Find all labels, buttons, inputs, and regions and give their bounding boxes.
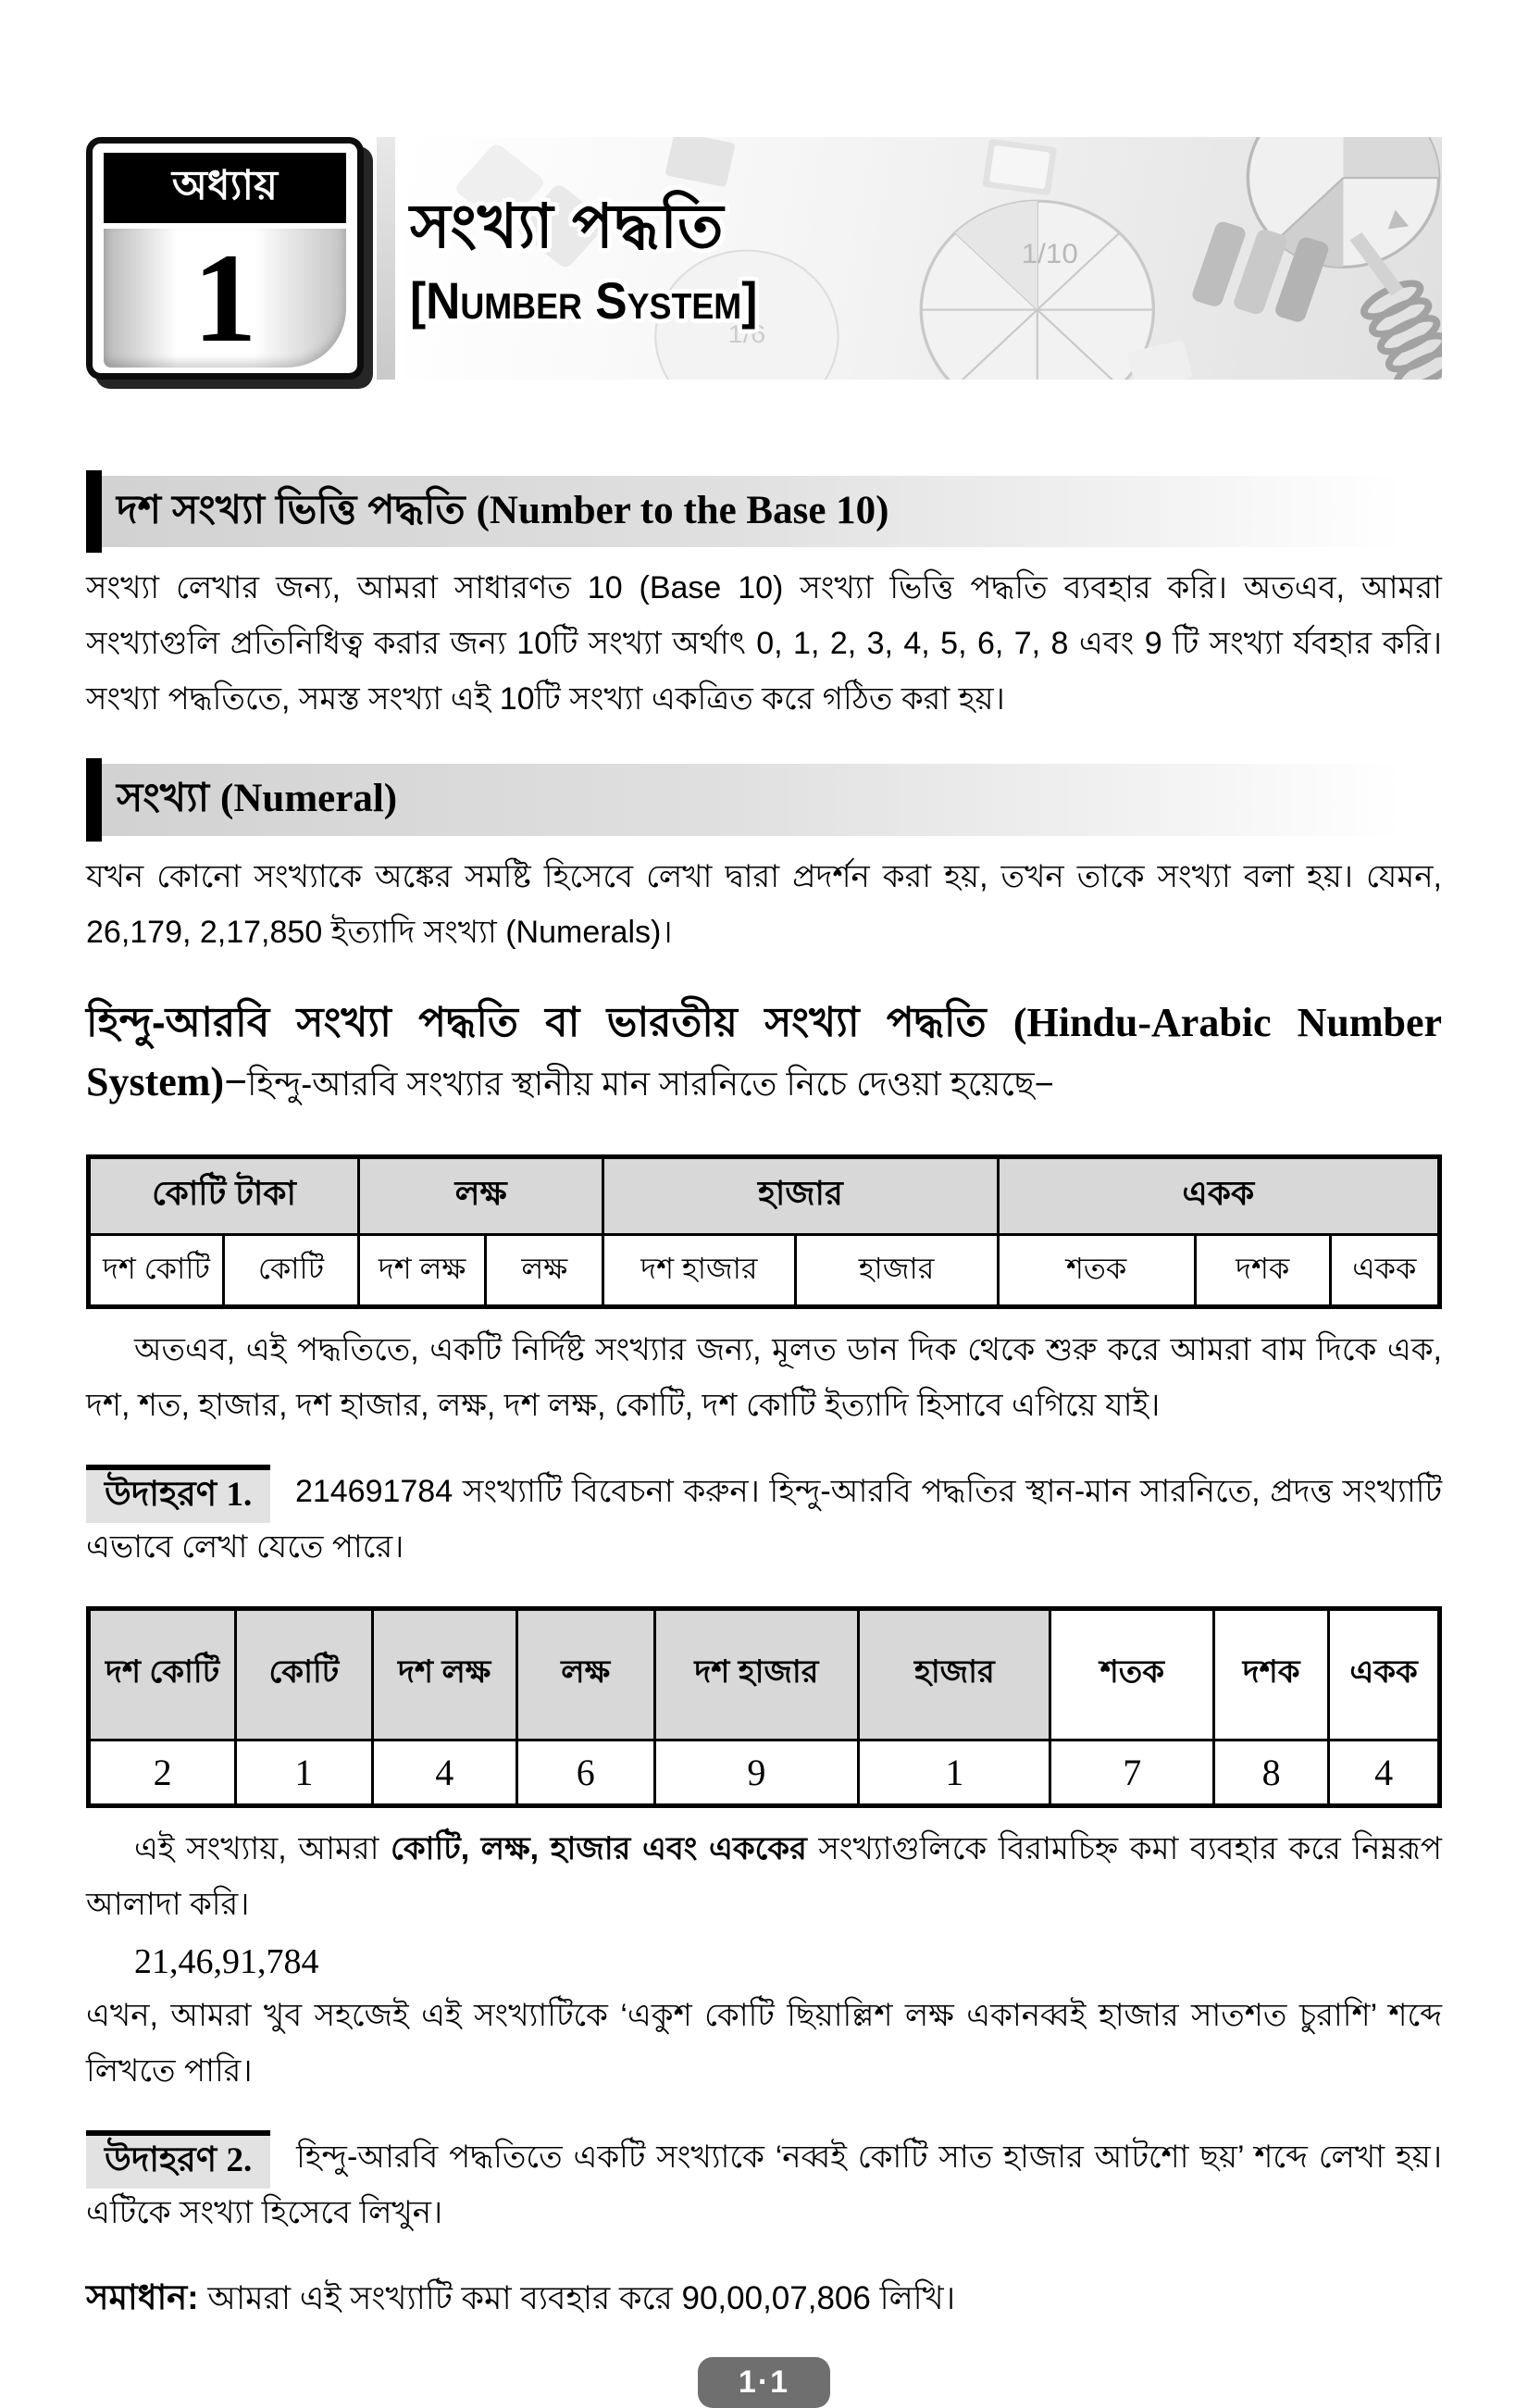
place-header: দশ কোটি [89, 1608, 236, 1740]
para-post: সংখ্যাগুলিকে বিরামচিহ্ন কমা ব্যবহার করে নিম্নরূপ আলাদা করি। [86, 1830, 1443, 1922]
heading-numeral-bn: সংখ্যা [117, 776, 221, 821]
page-footer [86, 2357, 1442, 2408]
place-value-group-table [86, 1154, 1442, 1309]
place-cell: কোটি [224, 1234, 359, 1306]
table-row-places [89, 1234, 1440, 1306]
solution-label: সমাধান: [86, 2278, 199, 2317]
para-bold: কোটি, লক্ষ, হাজার এবং এককের [391, 1830, 819, 1866]
section-heading-base10 [86, 476, 1442, 547]
example-label: উদাহরণ [105, 2140, 217, 2178]
digit-cell: 8 [1214, 1740, 1329, 1805]
digit-cell: 6 [516, 1740, 654, 1805]
solution-line [86, 2272, 1442, 2325]
example-2-text: হিন্দু-আরবি পদ্ধতিতে একটি সংখ্যাকে ‘নব্বই কোটি সাত হাজার আটশো ছয়’ শব্দে লেখা হয়। এটিকে সংখ্যা হিসেবে লিখুন। [86, 2139, 1442, 2231]
place-header: হাজার [859, 1608, 1050, 1740]
group-ones: একক [998, 1156, 1439, 1234]
para-base10: সংখ্যা লেখার জন্য, আমরা সাধারণত 10 (Base 10) সংখ্যা ভিত্তি পদ্ধতি ব্যবহার করি। অতএব, আমরা সংখ্যাগুলি প্রতিনিধিত্ব করার জন্য 10টি সংখ্যা অর্থাৎ 0, 1, 2, 3, 4, 5, 6, 7, 8 এবং 9 টি সংখ্যা র্যবহার করি। সংখ্যা পদ্ধতিতে, সমস্ত সংখ্যা এই 10টি সংখ্যা একত্রিত করে গঠিত করা হয়। [86, 570, 1442, 717]
banner-art [404, 137, 1442, 380]
place-header: শতক [1050, 1608, 1214, 1740]
digit-cell: 9 [654, 1740, 858, 1805]
heading-hindu-arabic-en: (Hindu-Arabic Number System)− [86, 999, 1443, 1104]
place-header: লক্ষ [516, 1608, 654, 1740]
chapter-title-en: [Number System] [410, 271, 758, 331]
chapter-label: অধ্যায় [104, 153, 346, 223]
chapter-title-bn: সংখ্যা পদ্ধতি [410, 192, 725, 260]
example-label: উদাহরণ [105, 1474, 217, 1513]
example-number: 2. [226, 2140, 253, 2179]
digit-cell: 7 [1050, 1740, 1214, 1805]
place-cell: শতক [998, 1234, 1195, 1306]
table-row-digits [89, 1740, 1440, 1805]
place-header: দশ হাজার [654, 1608, 858, 1740]
place-cell: একক [1330, 1234, 1439, 1306]
group-thousand: হাজার [603, 1156, 998, 1234]
example-1-text: 214691784 সংখ্যাটি বিবেচনা করুন। হিন্দু-আরবি পদ্ধতির স্থান-মান সারনিতে, প্রদত্ত সংখ্যাটি এভাবে লেখা যেতে পারে। [86, 1473, 1442, 1565]
fraction-label-big: 1/10 [1021, 239, 1078, 270]
group-crore: কোটি টাকা [89, 1156, 359, 1234]
heading-numeral-en: (Numeral) [220, 777, 398, 821]
place-cell: দশ কোটি [89, 1234, 224, 1306]
digit-place-table [86, 1606, 1442, 1808]
example-1 [86, 1461, 1442, 1575]
para-numeral: যখন কোনো সংখ্যাকে অঙ্কের সমষ্টি হিসেবে লেখা দ্বারা প্রদর্শন করা হয়, তখন তাকে সংখ্যা বলা হয়। যেমন, 26,179, 2,17,850 ইত্যাদি সংখ্যা (Numerals)। [86, 858, 1442, 950]
page-number-badge: 1·1 [698, 2357, 830, 2408]
table-row-places [89, 1608, 1440, 1740]
heading-hindu-arabic-bn: হিন্দু-আরবি সংখ্যা পদ্ধতি বা ভারতীয় সংখ্যা পদ্ধতি [86, 999, 1013, 1045]
digit-cell: 2 [89, 1740, 236, 1805]
place-cell: দশক [1195, 1234, 1330, 1306]
para-hindu-arabic: অতএব, এই পদ্ধতিতে, একটি নির্দিষ্ট সংখ্যার জন্য, মূলত ডান দিক থেকে শুরু করে আমরা বাম দিকে এক, দশ, শত, হাজার, দশ হাজার, লক্ষ, দশ লক্ষ, কোটি, দশ কোটি ইত্যাদি হিসাবে এগিয়ে যাই। [86, 1331, 1442, 1423]
place-header: একক [1329, 1608, 1440, 1740]
group-lakh: লক্ষ [359, 1156, 603, 1234]
chapter-number-box [86, 137, 364, 380]
fraction-label-small: 1/6 [727, 319, 766, 348]
heading-hindu-arabic-tail: হিন্দু-আরবি সংখ্যার স্থানীয় মান সারনিতে নিচে দেওয়া হয়েছে− [247, 1064, 1054, 1103]
example-2-badge [86, 2130, 270, 2189]
heading-base10-bn: দশ সংখ্যা ভিত্তি পদ্ধতি [117, 488, 477, 532]
heading-accent-bar [86, 758, 102, 841]
place-header: কোটি [236, 1608, 372, 1740]
digit-cell: 4 [1329, 1740, 1440, 1805]
digit-cell: 1 [236, 1740, 372, 1805]
banner-divider [377, 137, 395, 380]
heading-hindu-arabic [86, 993, 1442, 1114]
section-heading-numeral [86, 764, 1442, 835]
digit-cell: 1 [859, 1740, 1050, 1805]
place-cell: হাজার [795, 1234, 998, 1306]
place-cell: দশ লক্ষ [359, 1234, 486, 1306]
example-1-badge [86, 1465, 270, 1523]
heading-base10-en: (Number to the Base 10) [476, 489, 889, 532]
place-header: দশক [1214, 1608, 1329, 1740]
place-cell: লক্ষ [486, 1234, 603, 1306]
example-2 [86, 2127, 1442, 2240]
para-number-in-words: এখন, আমরা খুব সহজেই এই সংখ্যাটিকে ‘একুশ কোটি ছিয়াল্লিশ লক্ষ একানব্বই হাজার সাতশত চুরাশি’ শব্দে লিখতে পারি। [86, 1997, 1442, 2089]
table-row-groups [89, 1156, 1440, 1234]
place-cell: দশ হাজার [603, 1234, 795, 1306]
comma-number: 21,46,91,784 [134, 1941, 319, 1981]
para-pre: এই সংখ্যায়, আমরা [134, 1830, 391, 1866]
para-comma-separation [86, 1821, 1442, 1932]
chapter-number: 1 [104, 229, 346, 368]
place-header: দশ লক্ষ [372, 1608, 516, 1740]
example-number: 1. [226, 1475, 253, 1514]
chapter-banner [86, 137, 1442, 380]
digit-cell: 4 [372, 1740, 516, 1805]
solution-text: আমরা এই সংখ্যাটি কমা ব্যবহার করে 90,00,07,806 লিখি। [207, 2280, 956, 2317]
heading-accent-bar [86, 470, 102, 553]
chapter-titles [410, 192, 788, 331]
